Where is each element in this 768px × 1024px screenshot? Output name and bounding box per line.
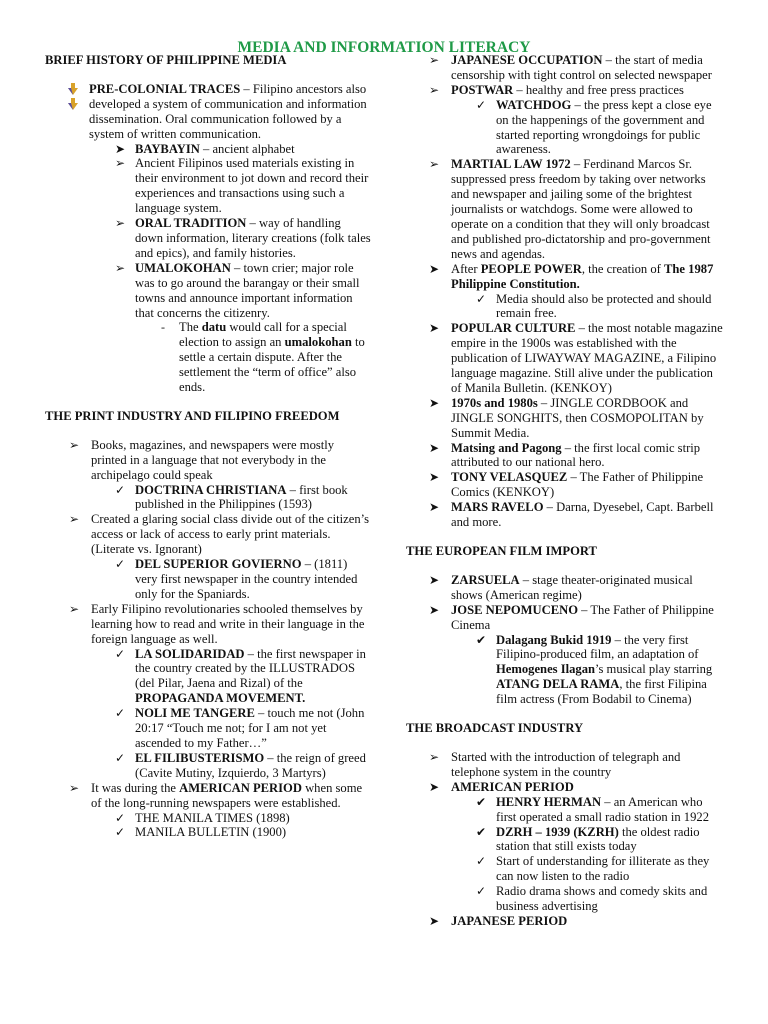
check-icon: ✓ [476, 291, 487, 306]
arrow-outline-icon: ➢ [69, 780, 80, 795]
arrow-outline-icon: ➢ [429, 157, 440, 172]
list-item-manila-times: ✓ THE MANILA TIMES (1898) [115, 810, 290, 825]
list-item-noli: ✓ NOLI ME TANGERE – touch me not (John 20:17 “Touch me not; for I am not yet ascended to my Father…” [115, 706, 365, 750]
list-item-umalokohan: ➢ UMALOKOHAN – town crier; major role was to go around the barangay or their small towns and announce important information that concerns the citizenry. [115, 260, 360, 320]
list-item-baybayin: ➤ BAYBAYIN – ancient alphabet [115, 141, 295, 156]
check-icon: ✓ [115, 646, 126, 661]
list-item-manila-bulletin: ✓ MANILA BULLETIN (1900) [115, 825, 287, 840]
arrow-down-icon [67, 98, 79, 111]
arrow-bullet-icon: ➤ [429, 440, 440, 455]
list-item-postwar: ➢ POSTWAR – healthy and free press practices [429, 82, 684, 97]
list-item-media-free: ✓ Media should also be protected and should remain free. [476, 291, 712, 321]
list-item-solidaridad: ✓ LA SOLIDARIDAD – the first newspaper in the country created by the ILLUSTRADOS (del Pilar, Jaena and Rizal) of the PROPAGANDA MOVEMENT. [115, 646, 366, 706]
list-item-american-period-broadcast: ➤ AMERICAN PERIOD [429, 779, 574, 794]
list-item-books: ➢ Books, magazines, and newspapers were mostly printed in a language that not everybody in the archipelago could speak [69, 437, 335, 482]
arrow-bullet-icon: ➤ [429, 321, 440, 336]
check-icon: ✓ [115, 750, 126, 765]
arrow-bullet-icon: ➤ [429, 913, 440, 928]
section-heading-history: BRIEF HISTORY OF PHILIPPINE MEDIA [45, 53, 287, 67]
term-pre-colonial: PRE-COLONIAL TRACES [89, 81, 241, 96]
arrow-outline-icon: ➢ [429, 82, 440, 97]
list-item-zarsuela: ➤ ZARSUELA – stage theater-originated musical shows (American regime) [429, 572, 693, 602]
arrow-outline-icon: ➢ [69, 601, 80, 616]
list-item-people-power: ➤ After PEOPLE POWER, the creation of The 1987 Philippine Constitution. [429, 261, 714, 291]
list-item-henry-herman: ✔ HENRY HERMAN – an American who first operated a small radio station in 1922 [476, 794, 709, 824]
arrow-down-icon [67, 83, 79, 96]
check-icon: ✓ [476, 97, 487, 112]
arrow-bullet-icon: ➤ [429, 395, 440, 410]
arrow-outline-icon: ➢ [429, 749, 440, 764]
check-icon: ✔ [476, 794, 487, 809]
arrow-bullet-icon: ➤ [429, 779, 440, 794]
page-title: MEDIA AND INFORMATION LITERACY [237, 39, 531, 56]
list-item-revolutionaries: ➢ Early Filipino revolutionaries schooled themselves by learning how to read and write in their language in the foreign language as well. [69, 601, 365, 646]
list-item-telegraph: ➢ Started with the introduction of telegraph and telephone system in the country [429, 749, 681, 779]
arrow-outline-icon: ➢ [115, 156, 126, 171]
list-item-doctrina: ✓ DOCTRINA CHRISTIANA – first book published in the Philippines (1593) [115, 482, 348, 512]
list-item-matsing: ➤ Matsing and Pagong – the first local comic strip attributed to our national hero. [429, 440, 701, 470]
dash-icon: - [161, 320, 165, 335]
check-icon: ✓ [115, 706, 126, 721]
list-item-martial-law: ➢ MARTIAL LAW 1972 – Ferdinand Marcos Sr. suppressed press freedom by taking over networks and newspaper and jailing some of the brightest journalists or watchdogs. Some were allowed to operate on a condition that they will only broadcast and published pro-dictatorship and pro-government news and agendas. [429, 157, 711, 261]
arrow-bullet-icon: ➤ [115, 141, 126, 156]
arrow-bullet-icon: ➤ [429, 500, 440, 515]
check-icon: ✓ [115, 557, 126, 572]
check-icon: ✓ [115, 810, 126, 825]
section-heading-print: THE PRINT INDUSTRY AND FILIPINO FREEDOM [45, 408, 340, 423]
list-item-materials: ➢ Ancient Filipinos used materials existing in their environment to jot down and record their experiences and transactions using such a language system. [115, 156, 369, 216]
arrow-outline-icon: ➢ [69, 512, 80, 527]
list-item-american-period: ➢ It was during the AMERICAN PERIOD when some of the long-running newspapers were established. [69, 780, 363, 810]
list-item-japanese-occupation: ➢ JAPANESE OCCUPATION – the start of media censorship with tight control on selected newspaper [429, 53, 712, 82]
list-item-fili: ✓ EL FILIBUSTERISMO – the reign of greed (Cavite Mutiny, Izquierdo, 3 Martyrs) [115, 750, 366, 780]
list-item-superior: ✓ DEL SUPERIOR GOVIERNO – (1811) very first newspaper in the country intended only for the Spaniards. [115, 557, 358, 601]
list-item-datu: - The datu would call for a special election to assign an umalokohan to settle a certain dispute. After the settlement the “term of office” also ends. [161, 320, 365, 395]
arrow-outline-icon: ➢ [115, 260, 126, 275]
check-icon: ✓ [115, 482, 126, 497]
list-item-1970s: ➤ 1970s and 1980s – JINGLE CORDBOOK and JINGLE SONGHITS, then COSMOPOLITAN by Summit Media. [429, 395, 704, 440]
list-item-popular-culture: ➤ POPULAR CULTURE – the most notable magazine empire in the 1900s was established with the publication of LIWAYWAY MAGAZINE, a Filipino language magazine. Still alive under the publication of Manila Bulletin. (KENKOY) [429, 321, 723, 395]
list-item-pre-colonial [45, 82, 371, 142]
check-icon: ✓ [476, 854, 487, 869]
list-item-tony: ➤ TONY VELASQUEZ – The Father of Philippine Comics (KENKOY) [429, 470, 704, 500]
check-icon: ✔ [476, 632, 487, 647]
check-icon: ✓ [476, 884, 487, 899]
arrow-outline-icon: ➢ [115, 216, 126, 231]
arrow-bullet-icon: ➤ [429, 470, 440, 485]
arrow-bullet-icon: ➤ [429, 261, 440, 276]
section-heading-film: THE EUROPEAN FILM IMPORT [406, 544, 597, 558]
list-item-radio-drama: ✓ Radio drama shows and comedy skits and business advertising [476, 884, 708, 914]
right-column [406, 53, 724, 929]
check-icon: ✓ [115, 825, 126, 840]
left-column [45, 53, 371, 840]
arrow-bullet-icon: ➤ [429, 602, 440, 617]
list-item-dalagang-bukid: ✔ Dalagang Bukid 1919 – the very first Filipino-produced film, an adaptation of Hemogenes Ilagan’s musical play starring ATANG DELA RAMA, the first Filipina film actress (From Bodabil to Cinema) [476, 632, 713, 707]
check-icon: ✔ [476, 824, 487, 839]
list-item-japanese-period: ➤ JAPANESE PERIOD [429, 913, 568, 928]
list-item-dzrh: ✔ DZRH – 1939 (KZRH) the oldest radio station that still exists today [476, 824, 700, 854]
text-pre-colonial: – Filipino ancestors also developed a system of communication and information dissemination. Oral communication followed by a system of written communication. [89, 81, 367, 141]
list-item-jose: ➤ JOSE NEPOMUCENO – The Father of Philippine Cinema [429, 602, 714, 632]
arrow-outline-icon: ➢ [429, 53, 440, 67]
list-item-illiterate: ✓ Start of understanding for illiterate as they can now listen to the radio [476, 854, 710, 884]
list-item-mars: ➤ MARS RAVELO – Darna, Dyesebel, Capt. Barbell and more. [429, 500, 714, 530]
list-item-class-divide: ➢ Created a glaring social class divide out of the citizen’s access or lack of access to early print materials. (Literate vs. Ignorant) [69, 512, 370, 557]
arrow-bullet-icon: ➤ [429, 572, 440, 587]
section-heading-broadcast: THE BROADCAST INDUSTRY [406, 721, 584, 736]
list-item-oral-tradition: ➢ ORAL TRADITION – way of handling down information, literary creations (folk tales and epics), and family histories. [115, 216, 371, 260]
list-item-watchdog: ✓ WATCHDOG – the press kept a close eye on the happenings of the government and started reporting wrongdoings for public awareness. [476, 97, 712, 157]
arrow-outline-icon: ➢ [69, 437, 80, 452]
